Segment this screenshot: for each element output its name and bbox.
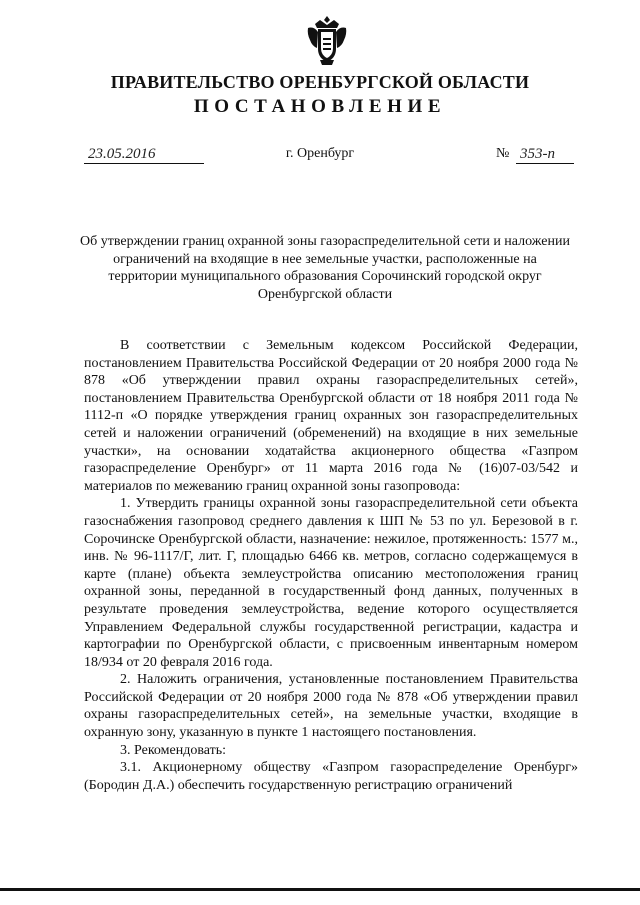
paragraph-item-3: 3. Рекомендовать: [120, 742, 226, 758]
document-date: 23.05.2016 [88, 146, 156, 162]
number-underline [516, 163, 574, 164]
document-number-label: № [496, 146, 510, 161]
paragraph-item-2: 2. Наложить ограничения, установленные постановлением Правительства Российской Федерации от 20 ноября 2000 года № 878 «Об утверждении правил охраны газораспределительных сетей», на земельные участки, входящие в охранную зону, указанную в пункте 1 настоящего постановления. [84, 672, 578, 741]
date-underline [84, 163, 204, 164]
document-type: ПОСТАНОВЛЕНИЕ [193, 96, 447, 117]
document-body [84, 337, 578, 794]
page-bottom-rule [0, 888, 640, 891]
paragraph-preamble: В соответствии с Земельным кодексом Российской Федерации, постановлением Правительства Российской Федерации от 20 ноября 2000 года № 878 «Об утверждении правил охраны газораспределительных сетей», постановлением Правительства Оренбургской области от 18 ноября 2011 года № 1112-п «О порядке утверждения границ охранных зон газораспределительных сетей и наложении ограничений (обременений) на входящие в них земельные участки», на основании ходатайства акционерного общества «Газпром газораспределение Оренбург» от 11 марта 2016 года № (16)07-03/542 и материалов по межеванию границ охранной зоны газопровода: [84, 338, 578, 494]
document-city: г. Оренбург [285, 146, 355, 161]
paragraph-item-3-1: 3.1. Акционерному обществу «Газпром газораспределение Оренбург» (Бородин Д.А.) обеспечить государственную регистрацию ограничений [84, 760, 578, 793]
coat-of-arms-icon [306, 14, 348, 66]
document-number: 353-п [520, 146, 555, 162]
document-title: Об утверждении границ охранной зоны газораспределительной сети и наложении ограничений на входящие в нее земельные участки, расположенные на территории муниципального образования Сорочинский городской округ Оренбургской области [80, 234, 570, 302]
organization-name: ПРАВИТЕЛЬСТВО ОРЕНБУРГСКОЙ ОБЛАСТИ [110, 72, 530, 92]
paragraph-item-1: 1. Утвердить границы охранной зоны газораспределительной сети объекта газоснабжения газопровод среднего давления к ШП № 53 по ул. Березовой в г. Сорочинске Оренбургской области, назначение: нежилое, протяженность: 1577 м., инв. № 96-1117/Г, лит. Г, площадью 6466 кв. метров, согласно содержащемуся в карте (плане) объекта землеустройства описанию местоположения границ охранной зоны, переданной в государственный фонд данных, полученных в результате проведения землеустройства, ведение которого осуществляется Управлением Федеральной службы государственной регистрации, кадастра и картографии по Оренбургской области, с присвоенным инвентарным номером 18/934 от 20 февраля 2016 года. [84, 496, 578, 670]
